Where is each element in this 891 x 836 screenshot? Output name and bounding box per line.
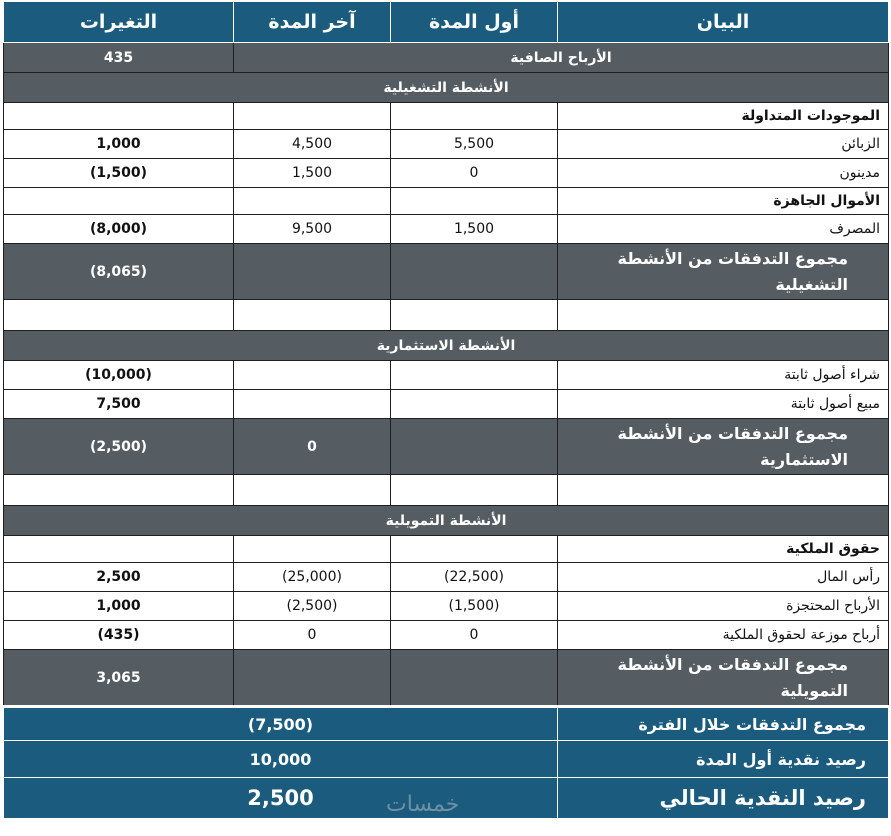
net-profit-change: 435 xyxy=(4,43,234,73)
opening-balance-value: 10,000 xyxy=(4,741,558,778)
operating-total-change: (8,065) xyxy=(4,244,234,300)
table-row xyxy=(4,361,889,390)
empty-cell xyxy=(391,188,558,215)
row-change: 1,000 xyxy=(4,592,234,621)
empty-cell xyxy=(391,536,558,563)
row-start: 5,500 xyxy=(391,130,558,159)
row-label: المصرف xyxy=(558,215,889,244)
cash-flow-sheet xyxy=(3,1,888,833)
investing-total-change: (2,500) xyxy=(4,419,234,475)
equity-label: حقوق الملكية xyxy=(558,536,889,563)
operating-title-row xyxy=(4,73,889,103)
header-end: آخر المدة xyxy=(234,2,391,43)
table-row xyxy=(4,159,889,188)
investing-total-label: مجموع التدفقات من الأنشطة الاستثمارية xyxy=(558,419,889,475)
empty-cell xyxy=(234,244,391,300)
empty-cell xyxy=(234,536,391,563)
empty-cell xyxy=(391,650,558,707)
row-label: شراء أصول ثابتة xyxy=(558,361,889,390)
spacer-row xyxy=(4,300,889,331)
row-end: (25,000) xyxy=(234,563,391,592)
row-change: (1,500) xyxy=(4,159,234,188)
header-description: البيان xyxy=(558,2,889,43)
empty-cell xyxy=(234,188,391,215)
investing-title: الأنشطة الاستثمارية xyxy=(4,331,889,361)
net-profit-row xyxy=(4,43,889,73)
cash-flow-table xyxy=(3,1,889,819)
row-change: (8,000) xyxy=(4,215,234,244)
header-change: التغيرات xyxy=(4,2,234,43)
period-total-value: (7,500) xyxy=(4,707,558,741)
current-balance-label: رصيد النقدية الحالي xyxy=(558,778,889,819)
investing-total-end: 0 xyxy=(234,419,391,475)
empty-cell xyxy=(234,650,391,707)
cash-label: الأموال الجاهزة xyxy=(558,188,889,215)
financing-total-change: 3,065 xyxy=(4,650,234,707)
row-start: 0 xyxy=(391,159,558,188)
financing-total-row xyxy=(4,650,889,707)
row-change: 7,500 xyxy=(4,390,234,419)
financing-title-row xyxy=(4,506,889,536)
row-start: (1,500) xyxy=(391,592,558,621)
empty-cell xyxy=(234,361,391,390)
table-row xyxy=(4,592,889,621)
row-end: 0 xyxy=(234,621,391,650)
row-end: 4,500 xyxy=(234,130,391,159)
row-label: مدينون xyxy=(558,159,889,188)
investing-title-row xyxy=(4,331,889,361)
header-row xyxy=(4,2,889,43)
watermark: خمسات xyxy=(386,792,460,817)
financing-total-label: مجموع التدفقات من الأنشطة التمويلية xyxy=(558,650,889,707)
row-label: الأرباح المحتجزة xyxy=(558,592,889,621)
row-label: مبيع أصول ثابتة xyxy=(558,390,889,419)
row-change: 1,000 xyxy=(4,130,234,159)
empty-cell xyxy=(391,361,558,390)
table-row xyxy=(4,215,889,244)
table-row xyxy=(4,563,889,592)
row-start: 1,500 xyxy=(391,215,558,244)
table-row xyxy=(4,130,889,159)
operating-title: الأنشطة التشغيلية xyxy=(4,73,889,103)
empty-cell xyxy=(4,536,234,563)
empty-cell xyxy=(391,390,558,419)
row-change: (10,000) xyxy=(4,361,234,390)
operating-total-label: مجموع التدفقات من الأنشطة التشغيلية xyxy=(558,244,889,300)
empty-cell xyxy=(391,419,558,475)
spacer-row xyxy=(4,475,889,506)
period-total-label: مجموع التدفقات خلال الفترة xyxy=(558,707,889,741)
row-start: (22,500) xyxy=(391,563,558,592)
empty-cell xyxy=(4,103,234,130)
row-change: (435) xyxy=(4,621,234,650)
operating-total-row xyxy=(4,244,889,300)
period-total-row xyxy=(4,707,889,741)
empty-cell xyxy=(391,244,558,300)
row-label: رأس المال xyxy=(558,563,889,592)
row-label: أرباح موزعة لحقوق الملكية xyxy=(558,621,889,650)
row-end: 1,500 xyxy=(234,159,391,188)
row-label: الزبائن xyxy=(558,130,889,159)
current-assets-label: الموجودات المتداولة xyxy=(558,103,889,130)
row-end: 9,500 xyxy=(234,215,391,244)
table-row xyxy=(4,536,889,563)
row-end: (2,500) xyxy=(234,592,391,621)
table-row xyxy=(4,188,889,215)
header-start: أول المدة xyxy=(391,2,558,43)
row-change: 2,500 xyxy=(4,563,234,592)
empty-cell xyxy=(234,390,391,419)
financing-title: الأنشطة التمويلية xyxy=(4,506,889,536)
net-profit-label: الأرباح الصافية xyxy=(234,43,889,73)
empty-cell xyxy=(391,103,558,130)
opening-balance-row xyxy=(4,741,889,778)
empty-cell xyxy=(4,188,234,215)
table-row xyxy=(4,390,889,419)
table-row xyxy=(4,621,889,650)
table-row xyxy=(4,103,889,130)
current-balance-value: 2,500 xyxy=(4,778,558,819)
row-start: 0 xyxy=(391,621,558,650)
opening-balance-label: رصيد نقدية أول المدة xyxy=(558,741,889,778)
empty-cell xyxy=(234,103,391,130)
investing-total-row xyxy=(4,419,889,475)
